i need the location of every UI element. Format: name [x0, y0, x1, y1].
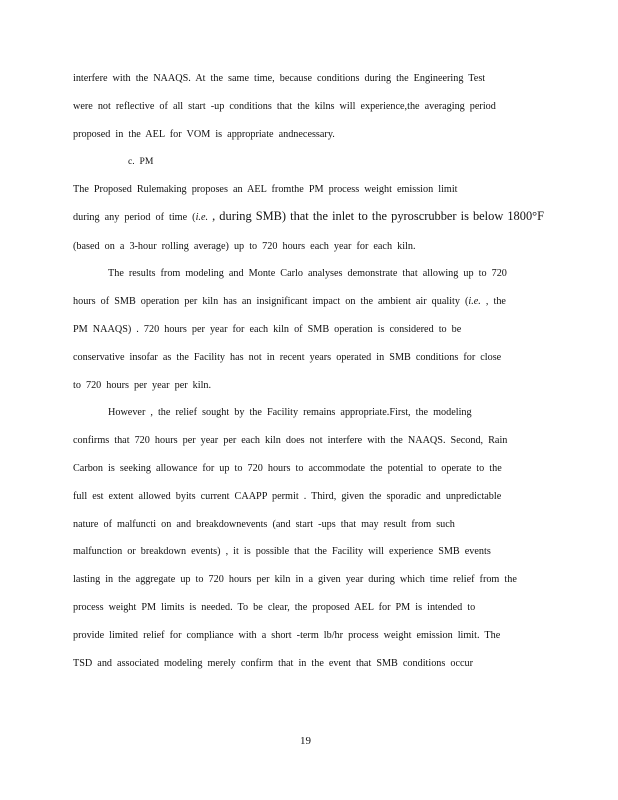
page-number: 19 [300, 735, 311, 747]
body-line-start: during any period of time ( [73, 212, 196, 223]
body-line: The results from modeling and Monte Carlo analyses demonstrate that allowing up to 720 [108, 268, 507, 279]
body-line [73, 296, 506, 308]
italic-abbrev: i.e. [468, 296, 481, 307]
body-line-tail: , the [480, 296, 506, 307]
body-line [73, 210, 544, 224]
italic-abbrev: i.e. [195, 212, 209, 223]
body-line: confirms that 720 hours per year per each kiln does not interfere with the NAAQS. Second, Rain [73, 435, 508, 446]
body-line: Carbon is seeking allowance for up to 720 hours to accommodate the potential to operate to the [73, 463, 502, 474]
body-line: The Proposed Rulemaking proposes an AEL fromthe PM process weight emission limit [73, 184, 458, 195]
body-line-start: hours of SMB operation per kiln has an insignificant impact on the ambient air quality ( [73, 296, 469, 307]
body-line: However , the relief sought by the Facility remains appropriate.First, the modeling [108, 407, 472, 418]
body-line: (based on a 3-hour rolling average) up to 720 hours each year for each kiln. [73, 241, 416, 252]
body-line: proposed in the AEL for VOM is appropriate andnecessary. [73, 129, 335, 140]
body-line: conservative insofar as the Facility has not in recent years operated in SMB conditions for close [73, 352, 502, 363]
body-line: interfere with the NAAQS. At the same time, because conditions during the Engineering Test [73, 73, 486, 84]
body-line: PM NAAQS) . 720 hours per year for each kiln of SMB operation is considered to be [73, 324, 462, 335]
body-line: were not reflective of all start -up conditions that the kilns will experience,the averaging period [73, 101, 496, 112]
body-line: nature of malfuncti on and breakdownevents (and start -ups that may result from such [73, 519, 455, 530]
body-line: lasting in the aggregate up to 720 hours per kiln in a given year during which time relief from the [73, 574, 517, 585]
body-line: provide limited relief for compliance with a short -term lb/hr process weight emission limit. The [73, 630, 501, 641]
body-line: to 720 hours per year per kiln. [73, 380, 212, 391]
section-heading: c. PM [128, 156, 154, 167]
body-line: TSD and associated modeling merely confirm that in the event that SMB conditions occur [73, 658, 474, 669]
body-line: malfunction or breakdown events) , it is possible that the Facility will experience SMB events [73, 546, 491, 557]
body-line: process weight PM limits is needed. To be clear, the proposed AEL for PM is intended to [73, 602, 476, 613]
body-line-tail: , during SMB) that the inlet to the pyroscrubber is below 1800°F [208, 209, 544, 223]
body-line: full est extent allowed byits current CAAPP permit . Third, given the sporadic and unpredictable [73, 491, 502, 502]
